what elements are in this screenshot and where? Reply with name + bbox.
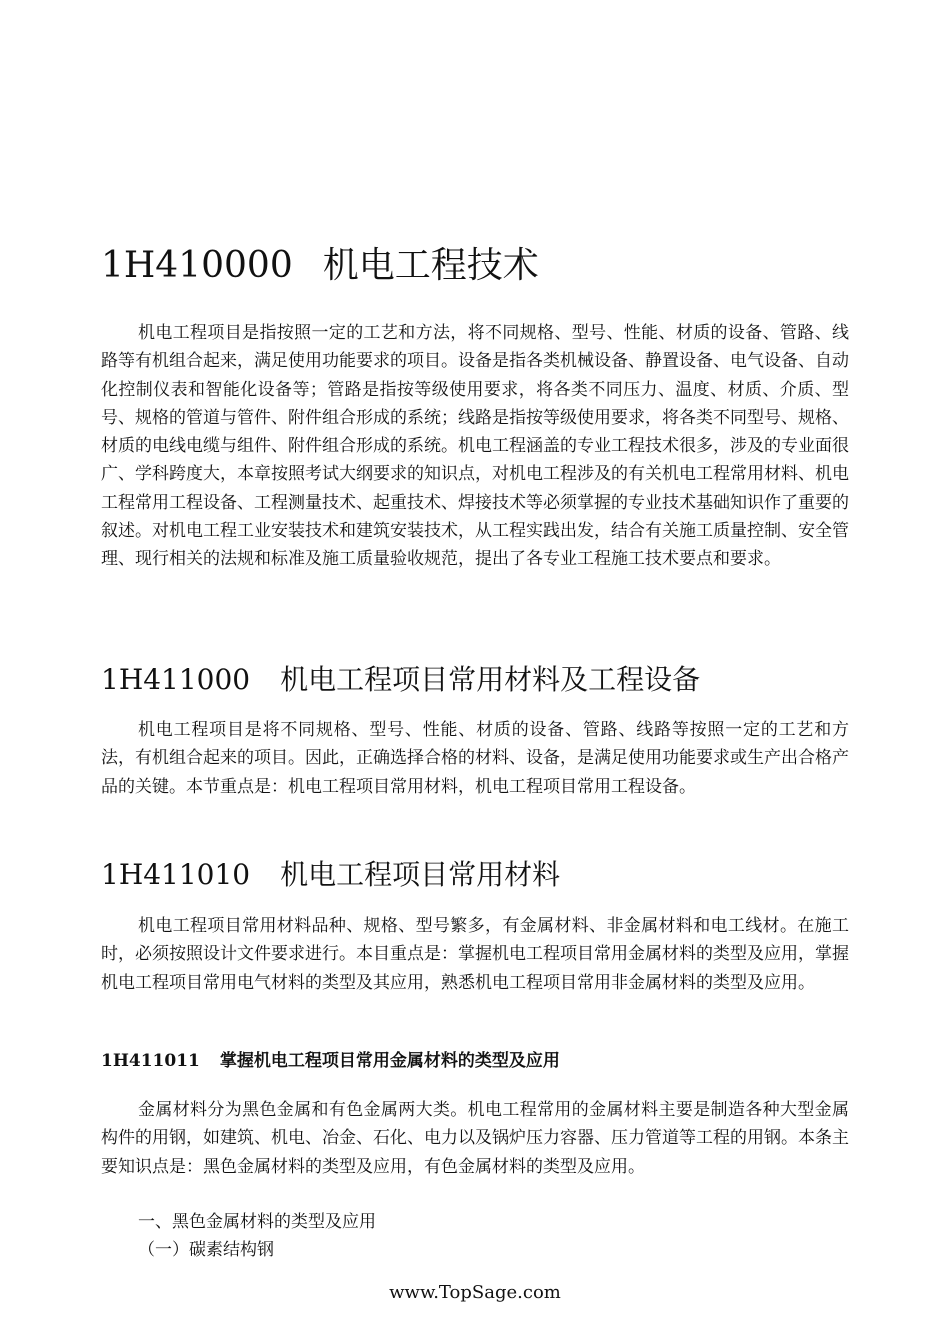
- section-paragraph-411000: 机电工程项目是将不同规格、型号、性能、材质的设备、管路、线路等按照一定的工艺和方法，有机组合起来的项目。因此，正确选择合格的材料、设备，是满足使用功能要求或生产出合格产品的关键。本节重点是：机电工程项目常用材料，机电工程项目常用工程设备。: [101, 720, 849, 797]
- section-code: 1H411010: [101, 858, 251, 891]
- chapter-title: 机电工程技术: [322, 245, 539, 286]
- section-heading-411010: [101, 857, 861, 893]
- subsection-code: 1H411011: [101, 1051, 200, 1071]
- section-paragraph-411010: 机电工程项目常用材料品种、规格、型号繁多，有金属材料、非金属材料和电工线材。在施工时，必须按照设计文件要求进行。本目重点是：掌握机电工程项目常用金属材料的类型及应用，掌握机电工程项目常用电气材料的类型及其应用，熟悉机电工程项目常用非金属材料的类型及应用。: [101, 916, 849, 993]
- list-item: （一）碳素结构钢: [138, 1240, 274, 1260]
- chapter-heading: [101, 243, 861, 289]
- section-code: 1H411000: [101, 663, 251, 696]
- list-item: 一、黑色金属材料的类型及应用: [138, 1212, 376, 1232]
- subsection-heading-411011: [101, 1049, 861, 1073]
- chapter-code: 1H410000: [101, 245, 293, 286]
- intro-paragraph: 机电工程项目是指按照一定的工艺和方法，将不同规格、型号、性能、材质的设备、管路、线路等有机组合起来，满足使用功能要求的项目。设备是指各类机械设备、静置设备、电气设备、自动化控制仪表和智能化设备等；管路是指按等级使用要求，将各类不同压力、温度、材质、介质、型号、规格的管道与管件、附件组合形成的系统；线路是指按等级使用要求，将各类不同型号、规格、材质的电线电缆与组件、附件组合形成的系统。机电工程涵盖的专业工程技术很多，涉及的专业面很广、学科跨度大，本章按照考试大纲要求的知识点，对机电工程涉及的有关机电工程常用材料、机电工程常用工程设备、工程测量技术、起重技术、焊接技术等必须掌握的专业技术基础知识作了重要的叙述。对机电工程工业安装技术和建筑安装技术，从工程实践出发，结合有关施工质量控制、安全管理、现行相关的法规和标准及施工质量验收规范，提出了各专业工程施工技术要点和要求。: [101, 323, 849, 570]
- section-title: 机电工程项目常用材料: [280, 858, 561, 891]
- section-title: 机电工程项目常用材料及工程设备: [280, 663, 701, 696]
- page-footer: www.TopSage.com: [389, 1282, 561, 1303]
- subsection-title: 掌握机电工程项目常用金属材料的类型及应用: [219, 1051, 560, 1071]
- subsection-paragraph-411011: 金属材料分为黑色金属和有色金属两大类。机电工程常用的金属材料主要是制造各种大型金属构件的用钢，如建筑、机电、冶金、石化、电力以及锅炉压力容器、压力管道等工程的用钢。本条主要知识点是：黑色金属材料的类型及应用，有色金属材料的类型及应用。: [101, 1100, 849, 1177]
- section-heading-411000: [101, 662, 861, 698]
